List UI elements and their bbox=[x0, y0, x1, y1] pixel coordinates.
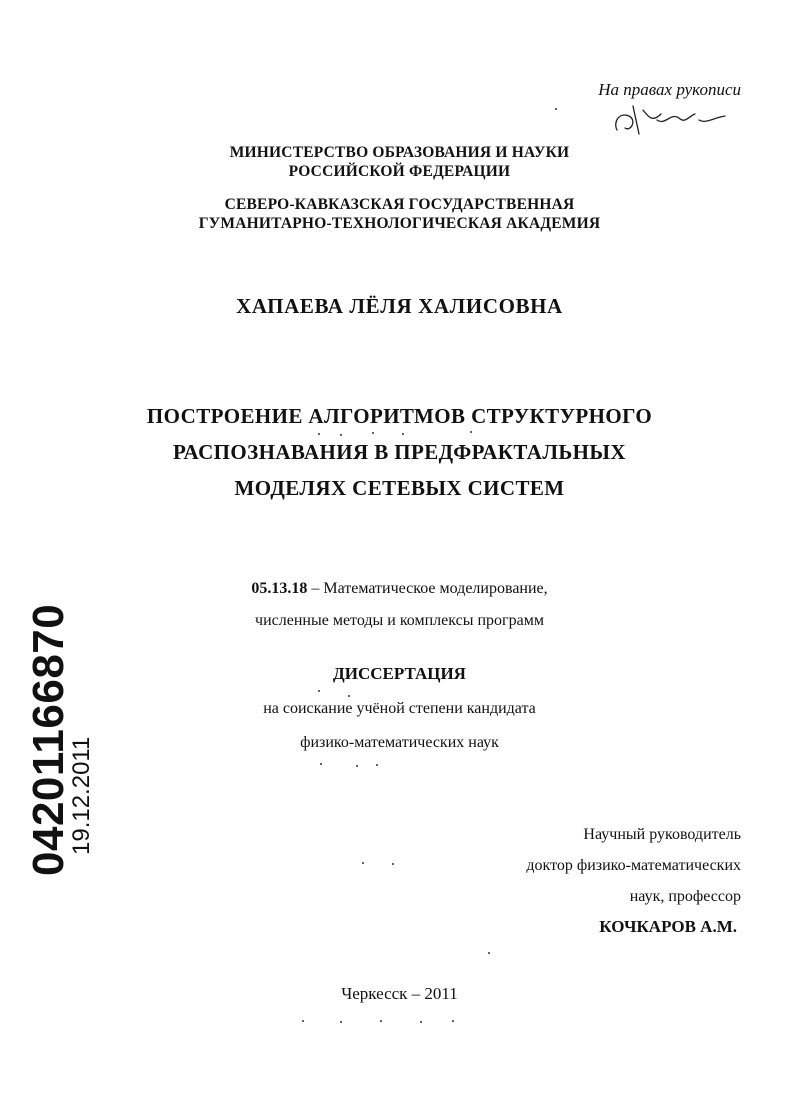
scan-speck bbox=[420, 1021, 422, 1023]
scan-speck bbox=[320, 763, 322, 765]
rights-label: На правах рукописи bbox=[598, 80, 741, 99]
city-year: Черкесск – 2011 bbox=[341, 984, 458, 1003]
scan-speck bbox=[372, 432, 374, 434]
specialty-block bbox=[0, 573, 799, 637]
specialty-line2: численные методы и комплексы программ bbox=[255, 612, 544, 629]
scan-speck bbox=[302, 1020, 304, 1022]
specialty-code: 05.13.18 bbox=[251, 580, 308, 597]
author-name: ХАПАЕВА ЛЁЛЯ ХАЛИСОВНА bbox=[236, 294, 563, 318]
specialty-line1 bbox=[0, 573, 799, 605]
scan-speck bbox=[376, 764, 378, 766]
ministry-block bbox=[0, 143, 799, 181]
dissertation-title bbox=[0, 398, 799, 506]
supervisor-role: Научный руководитель bbox=[583, 826, 741, 843]
dissertation-line2: физико-математических наук bbox=[300, 734, 499, 751]
scan-speck bbox=[362, 862, 364, 864]
scan-speck bbox=[318, 433, 320, 435]
scan-speck bbox=[380, 1020, 382, 1022]
academy-block bbox=[0, 195, 799, 233]
ministry-line2: РОССИЙСКОЙ ФЕДЕРАЦИИ bbox=[288, 163, 511, 180]
title-line1: ПОСТРОЕНИЕ АЛГОРИТМОВ СТРУКТУРНОГО bbox=[146, 404, 653, 428]
scan-speck bbox=[348, 695, 350, 697]
specialty-name: – Математическое моделирование, bbox=[307, 580, 548, 597]
stamp-date bbox=[62, 705, 102, 855]
stamp-date-text: 19.12.2011 bbox=[68, 736, 95, 855]
scan-speck bbox=[402, 433, 404, 435]
scan-speck bbox=[555, 108, 557, 110]
scan-speck bbox=[470, 431, 472, 433]
scan-speck bbox=[488, 952, 490, 954]
supervisor-degree-line1: доктор физико-математических bbox=[526, 857, 741, 874]
signature-graphic bbox=[609, 100, 729, 138]
scan-speck bbox=[452, 1020, 454, 1022]
scan-speck bbox=[318, 690, 320, 692]
title-line3: МОДЕЛЯХ СЕТЕВЫХ СИСТЕМ bbox=[234, 476, 565, 500]
scan-speck bbox=[356, 765, 358, 767]
academy-line1: СЕВЕРО-КАВКАЗСКАЯ ГОСУДАРСТВЕННАЯ bbox=[224, 196, 575, 213]
stamp-number-text: 04201166870 bbox=[24, 603, 73, 876]
dissertation-line1: на соискание учёной степени кандидата bbox=[263, 700, 536, 717]
scan-speck bbox=[392, 863, 394, 865]
supervisor-degree-line2: наук, профессор bbox=[629, 888, 741, 905]
academy-line2: ГУМАНИТАРНО-ТЕХНОЛОГИЧЕСКАЯ АКАДЕМИЯ bbox=[198, 215, 601, 232]
title-line2: РАСПОЗНАВАНИЯ В ПРЕДФРАКТАЛЬНЫХ bbox=[173, 440, 626, 464]
scan-speck bbox=[340, 434, 342, 436]
ministry-line1: МИНИСТЕРСТВО ОБРАЗОВАНИЯ И НАУКИ bbox=[229, 144, 570, 161]
dissertation-heading: ДИССЕРТАЦИЯ bbox=[333, 664, 466, 683]
scan-speck bbox=[340, 1021, 342, 1023]
supervisor-name: КОЧКАРОВ А.М. bbox=[599, 917, 737, 936]
